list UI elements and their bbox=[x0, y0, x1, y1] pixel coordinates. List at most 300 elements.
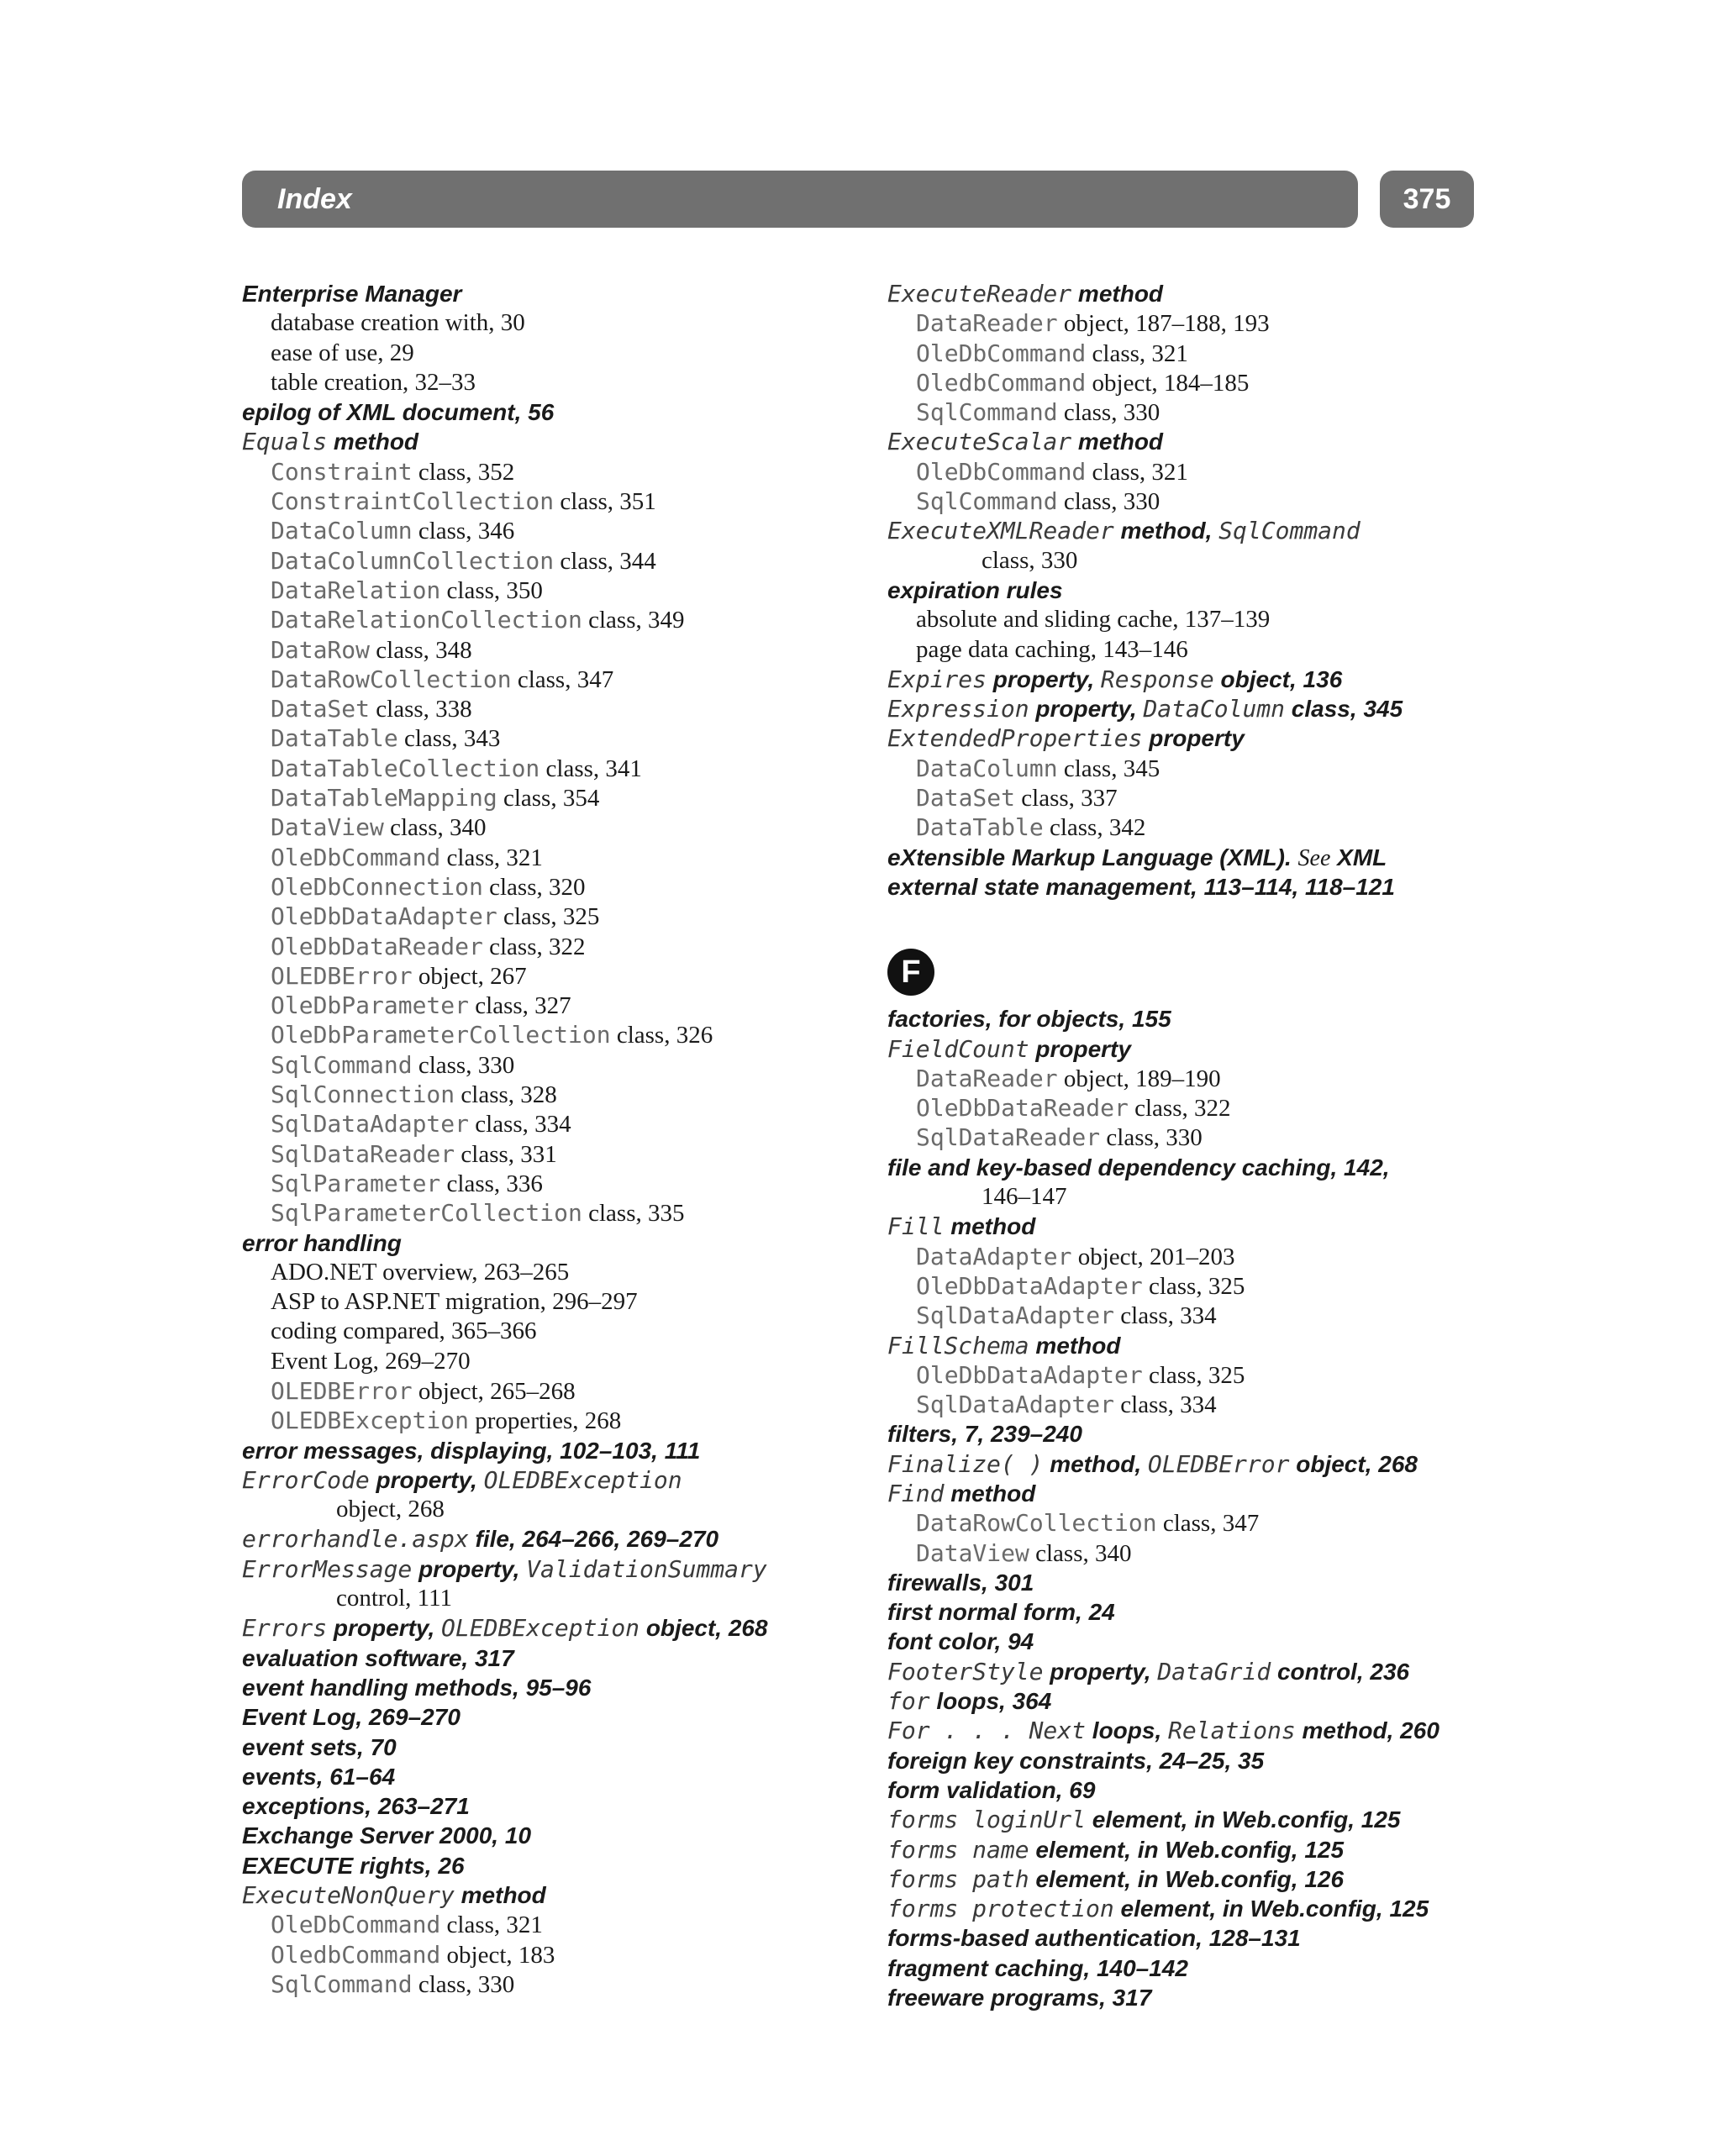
index-subentry bbox=[242, 961, 881, 991]
code-term: Equals bbox=[242, 428, 328, 456]
index-entry bbox=[242, 397, 881, 427]
code-term: ExtendedProperties bbox=[887, 724, 1143, 753]
code-term: DataRow bbox=[271, 635, 371, 664]
entry-text: error handling bbox=[242, 1229, 402, 1256]
index-entry bbox=[887, 576, 1526, 605]
entry-text: form validation, 69 bbox=[887, 1776, 1096, 1803]
entry-text: XML bbox=[1330, 844, 1387, 870]
code-term: OleDbDataAdapter bbox=[271, 902, 497, 931]
section-letter-badge: F bbox=[887, 949, 934, 996]
code-term: For . . . Next bbox=[887, 1717, 1087, 1745]
entry-text: loops, bbox=[1086, 1717, 1169, 1744]
index-subentry bbox=[242, 812, 881, 842]
code-term: DataGrid bbox=[1157, 1657, 1271, 1685]
entry-text: class, 330 bbox=[1100, 1124, 1203, 1152]
code-term: OleDbCommand bbox=[916, 339, 1087, 367]
index-entry bbox=[887, 1805, 1526, 1834]
code-term: OLEDBError bbox=[1147, 1449, 1290, 1478]
index-entry bbox=[887, 694, 1526, 723]
index-subentry bbox=[242, 1406, 881, 1435]
entry-text: class, 349 bbox=[582, 607, 685, 634]
entry-text: class, 334 bbox=[469, 1111, 571, 1138]
index-entry bbox=[242, 1702, 881, 1732]
code-term: ErrorCode bbox=[242, 1465, 370, 1494]
entry-text: property bbox=[1142, 725, 1245, 752]
entry-text: object, 265–268 bbox=[412, 1377, 576, 1405]
entry-text: class, 330 bbox=[412, 1051, 515, 1079]
entry-text: class, 325 bbox=[1142, 1361, 1245, 1389]
index-entry bbox=[887, 843, 1526, 872]
index-entry bbox=[887, 1419, 1526, 1449]
entry-text: method bbox=[454, 1882, 546, 1909]
index-subentry bbox=[242, 339, 881, 368]
index-entry bbox=[242, 427, 881, 456]
index-entries-left bbox=[242, 279, 881, 1999]
code-term: Expires bbox=[887, 665, 987, 693]
index-subentry bbox=[887, 1508, 1526, 1538]
entry-text: class, 331 bbox=[455, 1140, 557, 1168]
code-term: DataReader bbox=[916, 1064, 1058, 1092]
code-term: OLEDBException bbox=[441, 1614, 640, 1643]
index-entry bbox=[242, 1228, 881, 1258]
entry-text: object, 189–190 bbox=[1057, 1065, 1221, 1092]
entry-text: See bbox=[1297, 844, 1331, 871]
entry-text: object, 267 bbox=[412, 962, 527, 990]
index-entry bbox=[887, 665, 1526, 694]
index-subentry bbox=[242, 694, 881, 723]
code-term: ErrorMessage bbox=[242, 1554, 413, 1583]
entry-text: class, 334 bbox=[1114, 1302, 1217, 1330]
entry-text: evaluation software, 317 bbox=[242, 1644, 514, 1671]
code-term: Response bbox=[1100, 665, 1214, 693]
code-term: forms name bbox=[887, 1835, 1029, 1864]
code-term: SqlDataReader bbox=[916, 1123, 1101, 1152]
entry-text: properties, 268 bbox=[469, 1407, 622, 1435]
code-term: OLEDBException bbox=[271, 1407, 470, 1435]
code-term: DataColumn bbox=[916, 754, 1058, 782]
entry-text: class, 345 bbox=[1057, 755, 1160, 782]
entry-text: class, 330 bbox=[982, 546, 1078, 574]
entry-text: loops, 364 bbox=[929, 1688, 1052, 1715]
code-term: SqlParameter bbox=[271, 1169, 441, 1197]
code-term: Expression bbox=[887, 695, 1029, 723]
index-subentry bbox=[242, 1020, 881, 1049]
index-subentry bbox=[242, 1050, 881, 1080]
index-subentry bbox=[242, 902, 881, 931]
entry-text: class, 327 bbox=[469, 992, 571, 1020]
index-subentry bbox=[242, 486, 881, 516]
entry-text: element, in Web.config, 125 bbox=[1113, 1896, 1429, 1922]
entry-text: first normal form, 24 bbox=[887, 1599, 1115, 1626]
code-term: DataRelationCollection bbox=[271, 606, 582, 634]
entry-text: external state management, 113–114, 118–121 bbox=[887, 873, 1395, 900]
code-term: ConstraintCollection bbox=[271, 487, 555, 516]
index-subentry bbox=[242, 872, 881, 902]
index-entry-continuation bbox=[887, 546, 1526, 576]
index-entry bbox=[242, 1436, 881, 1465]
code-term: SqlDataAdapter bbox=[916, 1301, 1115, 1330]
index-subentry bbox=[242, 546, 881, 576]
entry-text: error messages, displaying, 102–103, 111 bbox=[242, 1437, 701, 1464]
entry-text: method, 260 bbox=[1295, 1717, 1439, 1744]
entry-text: method bbox=[944, 1213, 1036, 1240]
code-term: ValidationSummary bbox=[526, 1554, 767, 1583]
index-entry bbox=[887, 1449, 1526, 1479]
index-entry bbox=[887, 1153, 1526, 1182]
entry-text: class, 330 bbox=[1057, 399, 1160, 427]
index-entry bbox=[887, 1034, 1526, 1064]
code-term: OleDbCommand bbox=[271, 843, 441, 871]
entry-text: Event Log, 269–270 bbox=[271, 1347, 471, 1375]
entry-text: element, in Web.config, 126 bbox=[1029, 1865, 1345, 1892]
index-entry bbox=[887, 723, 1526, 753]
index-subentry bbox=[242, 1317, 881, 1346]
entry-text: method bbox=[327, 429, 419, 455]
code-term: DataTable bbox=[271, 724, 398, 753]
entry-text: method, bbox=[1043, 1450, 1148, 1477]
entry-text: class, 325 bbox=[497, 903, 600, 931]
code-term: DataSet bbox=[916, 784, 1016, 812]
index-entry bbox=[887, 1657, 1526, 1686]
index-entry bbox=[242, 1673, 881, 1702]
entry-text: class, 334 bbox=[1114, 1391, 1217, 1419]
index-subentry bbox=[242, 635, 881, 665]
code-term: SqlCommand bbox=[916, 487, 1058, 516]
entry-text: property, bbox=[327, 1615, 442, 1642]
index-entry bbox=[887, 516, 1526, 545]
entry-text: eXtensible Markup Language (XML). bbox=[887, 844, 1298, 870]
entry-text: filters, 7, 239–240 bbox=[887, 1421, 1082, 1448]
entry-text: property, bbox=[1043, 1658, 1158, 1685]
index-entry bbox=[887, 1923, 1526, 1953]
entry-text: class, 338 bbox=[370, 696, 472, 723]
index-subentry bbox=[242, 1198, 881, 1228]
entry-text: factories, for objects, 155 bbox=[887, 1006, 1171, 1033]
index-entry bbox=[242, 1851, 881, 1880]
entry-text: property, bbox=[1029, 696, 1144, 723]
index-entry bbox=[887, 1835, 1526, 1864]
entry-text: class, 351 bbox=[554, 488, 656, 516]
code-term: OledbCommand bbox=[916, 368, 1087, 397]
code-term: ExecuteScalar bbox=[887, 428, 1072, 456]
index-entry bbox=[242, 1613, 881, 1643]
index-entry bbox=[887, 1894, 1526, 1923]
code-term: DataView bbox=[916, 1538, 1029, 1567]
entry-text: 146–147 bbox=[982, 1183, 1067, 1211]
section-title: Index bbox=[277, 183, 352, 215]
entry-text: epilog of XML document, 56 bbox=[242, 399, 555, 426]
entry-text: EXECUTE rights, 26 bbox=[242, 1852, 465, 1879]
index-subentry bbox=[242, 368, 881, 397]
index-subentry bbox=[887, 368, 1526, 397]
code-term: DataColumn bbox=[1143, 695, 1286, 723]
index-entry bbox=[887, 1597, 1526, 1627]
code-term: DataView bbox=[271, 813, 384, 842]
entry-text: object, 268 bbox=[639, 1615, 768, 1642]
entry-text: class, 340 bbox=[383, 814, 487, 842]
entry-text: object, 201–203 bbox=[1071, 1243, 1235, 1270]
index-subentry bbox=[887, 1271, 1526, 1301]
code-term: FooterStyle bbox=[887, 1657, 1044, 1685]
code-term: OleDbParameterCollection bbox=[271, 1021, 611, 1049]
index-entry bbox=[242, 1554, 881, 1584]
entry-text: ADO.NET overview, 263–265 bbox=[271, 1258, 570, 1286]
index-subentry bbox=[242, 457, 881, 486]
code-term: OleDbConnection bbox=[271, 872, 483, 901]
code-term: Fill bbox=[887, 1212, 945, 1241]
index-subentry bbox=[887, 783, 1526, 812]
entry-text: object, 184–185 bbox=[1086, 369, 1250, 397]
index-entry bbox=[242, 1880, 881, 1910]
entry-text: class, 321 bbox=[440, 1911, 543, 1939]
index-entry bbox=[242, 1465, 881, 1495]
entry-text: class, 345 bbox=[1285, 696, 1403, 723]
entry-text: absolute and sliding cache, 137–139 bbox=[916, 606, 1271, 634]
entry-text: class, 325 bbox=[1142, 1272, 1245, 1300]
entry-text: method bbox=[1071, 429, 1164, 455]
entry-text: control, 111 bbox=[336, 1585, 452, 1612]
index-subentry bbox=[242, 1287, 881, 1317]
entry-text: class, 343 bbox=[397, 725, 501, 753]
entry-text: class, 326 bbox=[610, 1022, 713, 1049]
entry-text: file, 264–266, 269–270 bbox=[468, 1526, 719, 1553]
code-term: SqlCommand bbox=[916, 398, 1058, 427]
index-entry bbox=[887, 1212, 1526, 1241]
entry-text: property, bbox=[369, 1466, 484, 1493]
entry-text: class, 328 bbox=[455, 1081, 557, 1109]
index-subentry bbox=[887, 605, 1526, 634]
code-term: for bbox=[887, 1687, 930, 1716]
entry-text: event sets, 70 bbox=[242, 1733, 397, 1760]
index-subentry bbox=[242, 1347, 881, 1376]
entry-text: forms-based authentication, 128–131 bbox=[887, 1925, 1301, 1952]
index-subentry bbox=[242, 1910, 881, 1939]
entry-text: class, 348 bbox=[370, 636, 472, 664]
code-term: OleDbDataAdapter bbox=[916, 1360, 1143, 1389]
entry-text: class, 335 bbox=[582, 1200, 685, 1228]
index-subentry bbox=[242, 1258, 881, 1287]
index-entry bbox=[887, 1568, 1526, 1597]
index-subentry bbox=[887, 339, 1526, 368]
entry-text: ASP to ASP.NET migration, 296–297 bbox=[271, 1288, 638, 1316]
entry-text: class, 344 bbox=[554, 547, 656, 575]
entry-text: method, bbox=[1113, 518, 1219, 544]
index-entries-e bbox=[887, 279, 1526, 902]
code-term: ExecuteNonQuery bbox=[242, 1881, 455, 1910]
index-subentry bbox=[887, 457, 1526, 486]
entry-text: class, 342 bbox=[1043, 814, 1146, 842]
code-term: forms protection bbox=[887, 1895, 1114, 1923]
index-subentry bbox=[887, 1064, 1526, 1093]
index-subentry bbox=[887, 635, 1526, 665]
code-term: OleDbCommand bbox=[916, 457, 1087, 486]
index-entry-continuation bbox=[887, 1182, 1526, 1212]
entry-text: class, 330 bbox=[412, 1970, 515, 1998]
index-subentry bbox=[887, 1093, 1526, 1123]
header-bar bbox=[242, 171, 1358, 228]
index-subentry bbox=[242, 1969, 881, 1999]
code-term: DataColumn bbox=[271, 517, 413, 545]
index-entry bbox=[242, 1733, 881, 1762]
index-subentry bbox=[242, 308, 881, 338]
code-term: DataRowCollection bbox=[916, 1509, 1157, 1538]
entry-text: object, 268 bbox=[1289, 1450, 1418, 1477]
code-term: FillSchema bbox=[887, 1331, 1029, 1359]
entry-text: Event Log, 269–270 bbox=[242, 1704, 461, 1731]
index-subentry bbox=[242, 1139, 881, 1169]
code-term: DataTableMapping bbox=[271, 784, 497, 812]
entry-text: class, 340 bbox=[1029, 1539, 1132, 1567]
entry-text: class, 347 bbox=[511, 665, 614, 693]
index-subentry bbox=[242, 1080, 881, 1109]
index-entry bbox=[242, 1643, 881, 1673]
entry-text: property bbox=[1029, 1035, 1131, 1062]
index-subentry bbox=[242, 991, 881, 1020]
entry-text: class, 321 bbox=[1086, 458, 1188, 486]
entry-text: class, 321 bbox=[440, 844, 543, 871]
code-term: SqlDataReader bbox=[271, 1139, 455, 1168]
index-entry bbox=[887, 872, 1526, 902]
entry-text: class, 347 bbox=[1156, 1510, 1260, 1538]
code-term: Relations bbox=[1168, 1717, 1296, 1745]
entry-text: firewalls, 301 bbox=[887, 1569, 1034, 1596]
code-term: DataRelation bbox=[271, 576, 441, 604]
index-subentry bbox=[242, 783, 881, 812]
code-term: SqlDataAdapter bbox=[916, 1391, 1115, 1419]
entry-text: class, 346 bbox=[412, 518, 515, 545]
entry-text: foreign key constraints, 24–25, 35 bbox=[887, 1747, 1265, 1774]
code-term: ExecuteReader bbox=[887, 280, 1072, 308]
index-entry bbox=[887, 1004, 1526, 1033]
entry-text: method bbox=[1029, 1332, 1121, 1359]
code-term: forms path bbox=[887, 1864, 1029, 1893]
code-term: Finalize( ) bbox=[887, 1449, 1044, 1478]
index-entry bbox=[887, 1627, 1526, 1656]
entry-text: method bbox=[944, 1480, 1036, 1507]
index-column-right bbox=[887, 279, 1526, 2012]
index-entry bbox=[242, 279, 881, 308]
entry-text: class, 337 bbox=[1015, 785, 1118, 812]
index-entry bbox=[887, 1746, 1526, 1775]
index-subentry bbox=[242, 723, 881, 753]
entry-text: property, bbox=[412, 1555, 527, 1582]
index-subentry bbox=[242, 1169, 881, 1198]
index-subentry bbox=[887, 754, 1526, 783]
entry-text: class, 322 bbox=[1128, 1095, 1231, 1123]
entry-text: database creation with, 30 bbox=[271, 309, 525, 337]
code-term: DataSet bbox=[271, 695, 371, 723]
index-subentry bbox=[887, 397, 1526, 427]
entry-text: object, 136 bbox=[1213, 665, 1343, 692]
entry-text: exceptions, 263–271 bbox=[242, 1793, 470, 1820]
entry-text: class, 350 bbox=[440, 576, 543, 604]
index-subentry bbox=[242, 576, 881, 605]
entry-text: element, in Web.config, 125 bbox=[1029, 1836, 1345, 1863]
entry-text: file and key-based dependency caching, 142, bbox=[887, 1154, 1390, 1181]
index-subentry bbox=[242, 754, 881, 783]
entry-text: expiration rules bbox=[887, 576, 1063, 603]
index-subentry bbox=[242, 1109, 881, 1138]
index-subentry bbox=[887, 1390, 1526, 1419]
entry-text: class, 320 bbox=[482, 873, 586, 901]
code-term: DataRowCollection bbox=[271, 665, 512, 693]
code-term: OleDbDataReader bbox=[916, 1094, 1129, 1123]
entry-text: Enterprise Manager bbox=[242, 281, 462, 307]
index-subentry bbox=[242, 932, 881, 961]
index-entry bbox=[887, 1716, 1526, 1745]
code-term: DataReader bbox=[916, 309, 1058, 338]
code-term: forms loginUrl bbox=[887, 1806, 1087, 1834]
entry-text: method bbox=[1071, 281, 1164, 307]
entry-text: class, 352 bbox=[412, 458, 515, 486]
index-entry bbox=[887, 1775, 1526, 1805]
code-term: OLEDBError bbox=[271, 1376, 413, 1405]
index-entry bbox=[242, 1762, 881, 1791]
entry-text: property, bbox=[987, 665, 1101, 692]
entry-text: class, 336 bbox=[440, 1170, 543, 1197]
index-subentry bbox=[887, 1538, 1526, 1568]
code-term: DataAdapter bbox=[916, 1242, 1072, 1270]
code-term: OleDbDataAdapter bbox=[916, 1271, 1143, 1300]
section-spacer bbox=[887, 902, 1526, 949]
code-term: OleDbCommand bbox=[271, 1911, 441, 1939]
entry-text: font color, 94 bbox=[887, 1628, 1034, 1655]
index-subentry bbox=[887, 1360, 1526, 1390]
index-subentry bbox=[242, 605, 881, 634]
entry-text: element, in Web.config, 125 bbox=[1086, 1806, 1401, 1833]
entry-text: table creation, 32–33 bbox=[271, 368, 476, 396]
entry-text: class, 341 bbox=[539, 755, 642, 782]
code-term: SqlDataAdapter bbox=[271, 1110, 470, 1138]
entry-text: freeware programs, 317 bbox=[887, 1985, 1152, 2011]
index-subentry bbox=[242, 843, 881, 872]
entry-text: Exchange Server 2000, 10 bbox=[242, 1822, 532, 1849]
code-term: OLEDBException bbox=[483, 1465, 682, 1494]
code-term: Find bbox=[887, 1479, 945, 1507]
code-term: Errors bbox=[242, 1614, 328, 1643]
index-entry bbox=[887, 1479, 1526, 1508]
code-term: ExecuteXMLReader bbox=[887, 517, 1114, 545]
code-term: errorhandle.aspx bbox=[242, 1525, 469, 1554]
index-entry bbox=[887, 1983, 1526, 2012]
index-subentry bbox=[242, 1376, 881, 1406]
index-entry bbox=[887, 1864, 1526, 1894]
index-entry bbox=[242, 1821, 881, 1850]
index-subentry bbox=[887, 1123, 1526, 1152]
index-entry bbox=[887, 1331, 1526, 1360]
code-term: SqlParameterCollection bbox=[271, 1199, 582, 1228]
index-subentry bbox=[242, 516, 881, 545]
code-term: OledbCommand bbox=[271, 1940, 441, 1969]
code-term: SqlCommand bbox=[1218, 517, 1360, 545]
code-term: OleDbParameter bbox=[271, 991, 470, 1020]
index-subentry bbox=[887, 1242, 1526, 1271]
entry-text: events, 61–64 bbox=[242, 1763, 396, 1790]
code-term: SqlConnection bbox=[271, 1081, 455, 1109]
code-term: SqlCommand bbox=[271, 1050, 413, 1079]
entry-text: page data caching, 143–146 bbox=[916, 635, 1188, 663]
index-subentry bbox=[242, 665, 881, 694]
index-subentry bbox=[242, 1940, 881, 1969]
entry-text: object, 187–188, 193 bbox=[1057, 310, 1270, 338]
entry-text: ease of use, 29 bbox=[271, 339, 414, 366]
code-term: DataTable bbox=[916, 813, 1044, 842]
code-term: Constraint bbox=[271, 457, 413, 486]
index-entry bbox=[887, 279, 1526, 308]
code-term: OLEDBError bbox=[271, 961, 413, 990]
code-term: DataColumnCollection bbox=[271, 546, 555, 575]
entry-text: object, 183 bbox=[440, 1941, 555, 1969]
